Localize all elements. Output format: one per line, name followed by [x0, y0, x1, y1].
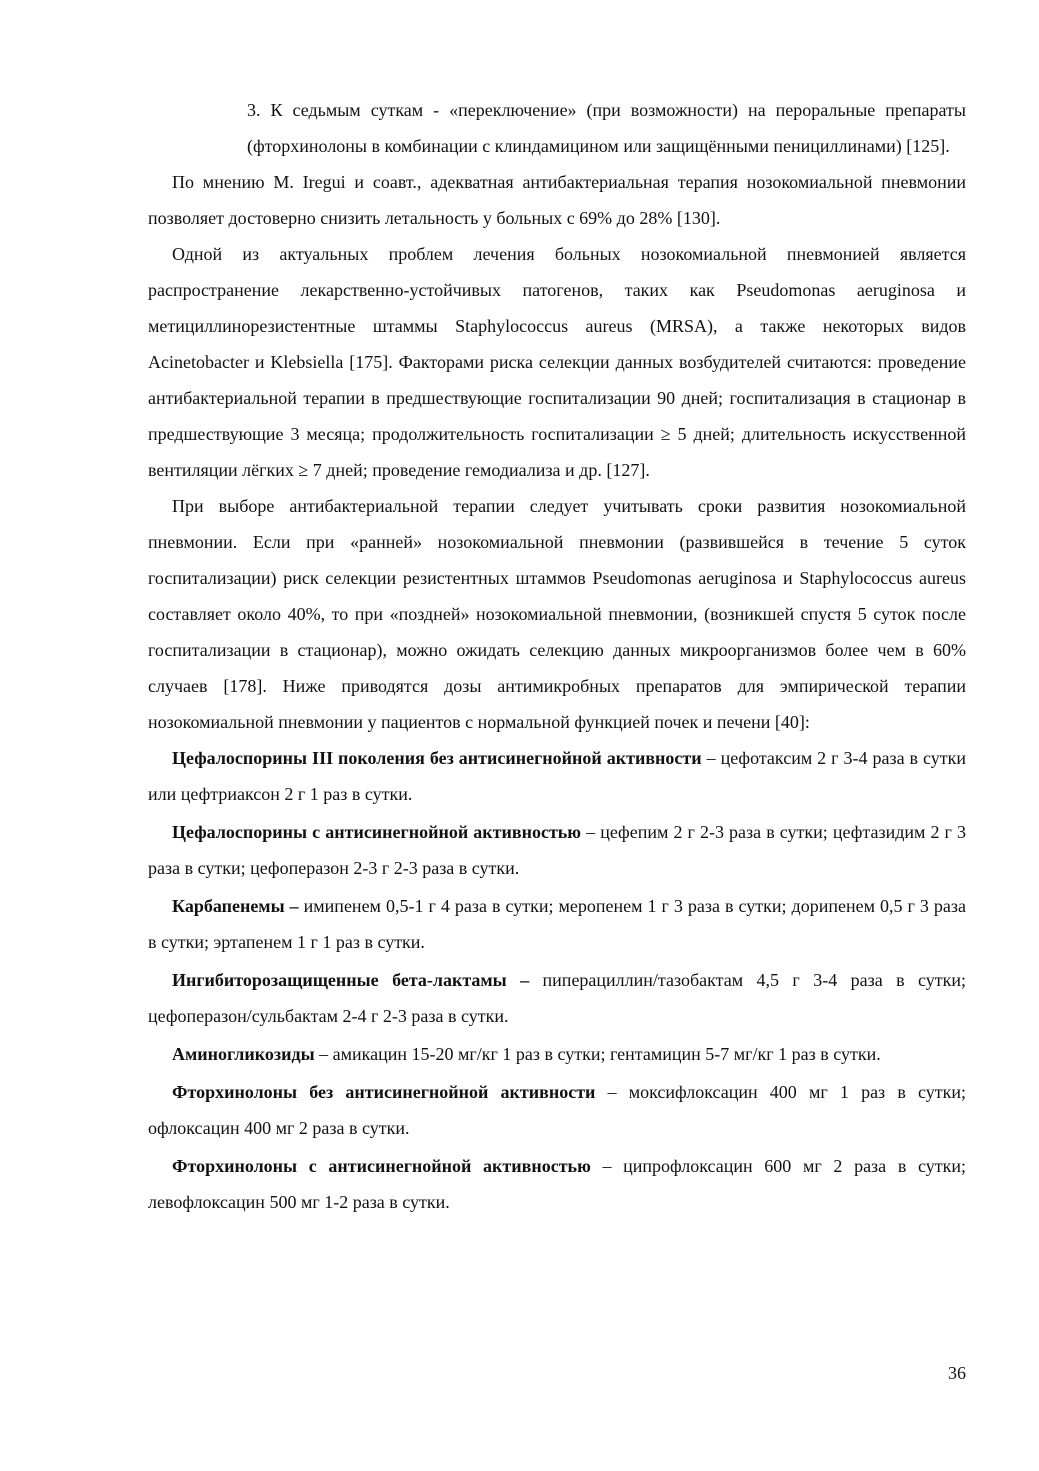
drug-doses: – ципрофлоксацин 600 мг 2 раза в сутки; левофлоксацин 500 мг 1-2 раза в сутки. [148, 1156, 966, 1212]
drug-class: Фторхинолоны с антисинегнойной активностью [172, 1156, 591, 1176]
drug-doses: – цефепим 2 г 2-3 раза в сутки; цефтазидим 2 г 3 раза в сутки; цефоперазон 2-3 г 2-3 раза в сутки. [148, 822, 966, 878]
drug-entry [148, 1148, 966, 1220]
drug-list [148, 740, 966, 1220]
drug-doses: – моксифлоксацин 400 мг 1 раз в сутки; офлоксацин 400 мг 2 раза в сутки. [148, 1082, 966, 1138]
drug-class: Фторхинолоны без антисинегнойной активности [172, 1082, 596, 1102]
drug-entry [148, 888, 966, 960]
drug-entry [148, 1036, 966, 1072]
drug-entry [148, 814, 966, 886]
drug-class: Цефалоспорины с антисинегнойной активностью [172, 822, 582, 842]
paragraph-therapy-choice: При выборе антибактериальной терапии следует учитывать сроки развития нозокомиальной пневмонии. Если при «ранней» нозокомиальной пневмонии (развившейся в течение 5 суток госпитализации) риск селекции резистентных штаммов Pseudomonas aeruginosa и Staphylococcus aureus составляет около 40%, то при «поздней» нозокомиальной пневмонии, (возникшей спустя 5 суток после госпитализации в стационар), можно ожидать селекцию данных микроорганизмов более чем в 60% случаев [178]. Ниже приводятся дозы антимикробных препаратов для эмпирической терапии нозокомиальной пневмонии у пациентов с нормальной функцией почек и печени [40]: [148, 496, 966, 732]
document-body [148, 92, 966, 1220]
drug-entry [148, 1074, 966, 1146]
drug-entry [148, 740, 966, 812]
drug-doses: – амикацин 15-20 мг/кг 1 раз в сутки; гентамицин 5-7 мг/кг 1 раз в сутки. [314, 1044, 881, 1064]
list-item-3: 3. К седьмым суткам - «переключение» (при возможности) на пероральные препараты (фторхинолоны в комбинации с клиндамицином или защищёнными пенициллинами) [125]. [247, 100, 966, 156]
paragraph-resistant-pathogens: Одной из актуальных проблем лечения больных нозокомиальной пневмонией является распространение лекарственно-устойчивых патогенов, таких как Pseudomonas aeruginosa и метициллинорезистентные штаммы Staphylococcus aureus (MRSA), а также некоторых видов Acinetobacter и Klebsiella [175]. Факторами риска селекции данных возбудителей считаются: проведение антибактериальной терапии в предшествующие госпитализации 90 дней; госпитализация в стационар в предшествующие 3 месяца; продолжительность госпитализации ≥ 5 дней; длительность искусственной вентиляции лёгких ≥ 7 дней; проведение гемодиализа и др. [127]. [148, 244, 966, 480]
page-number: 36 [948, 1363, 966, 1383]
drug-doses: – цефотаксим 2 г 3-4 раза в сутки или цефтриаксон 2 г 1 раз в сутки. [148, 748, 966, 804]
drug-doses: пиперациллин/тазобактам 4,5 г 3-4 раза в сутки; цефоперазон/сульбактам 2-4 г 2-3 раза в сутки. [148, 970, 966, 1026]
drug-class: Цефалоспорины III поколения без антисинегнойной активности [172, 748, 702, 768]
drug-doses: имипенем 0,5-1 г 4 раза в сутки; меропенем 1 г 3 раза в сутки; дорипенем 0,5 г 3 раза в сутки; эртапенем 1 г 1 раз в сутки. [148, 896, 966, 952]
paragraph-iregui: По мнению M. Iregui и соавт., адекватная антибактериальная терапия нозокомиальной пневмонии позволяет достоверно снизить летальность у больных с 69% до 28% [130]. [148, 172, 966, 228]
drug-class: Ингибиторозащищенные бета-лактамы – [172, 970, 530, 990]
drug-class: Карбапенемы – [172, 896, 299, 916]
drug-class: Аминогликозиды [172, 1044, 315, 1064]
drug-entry [148, 962, 966, 1034]
